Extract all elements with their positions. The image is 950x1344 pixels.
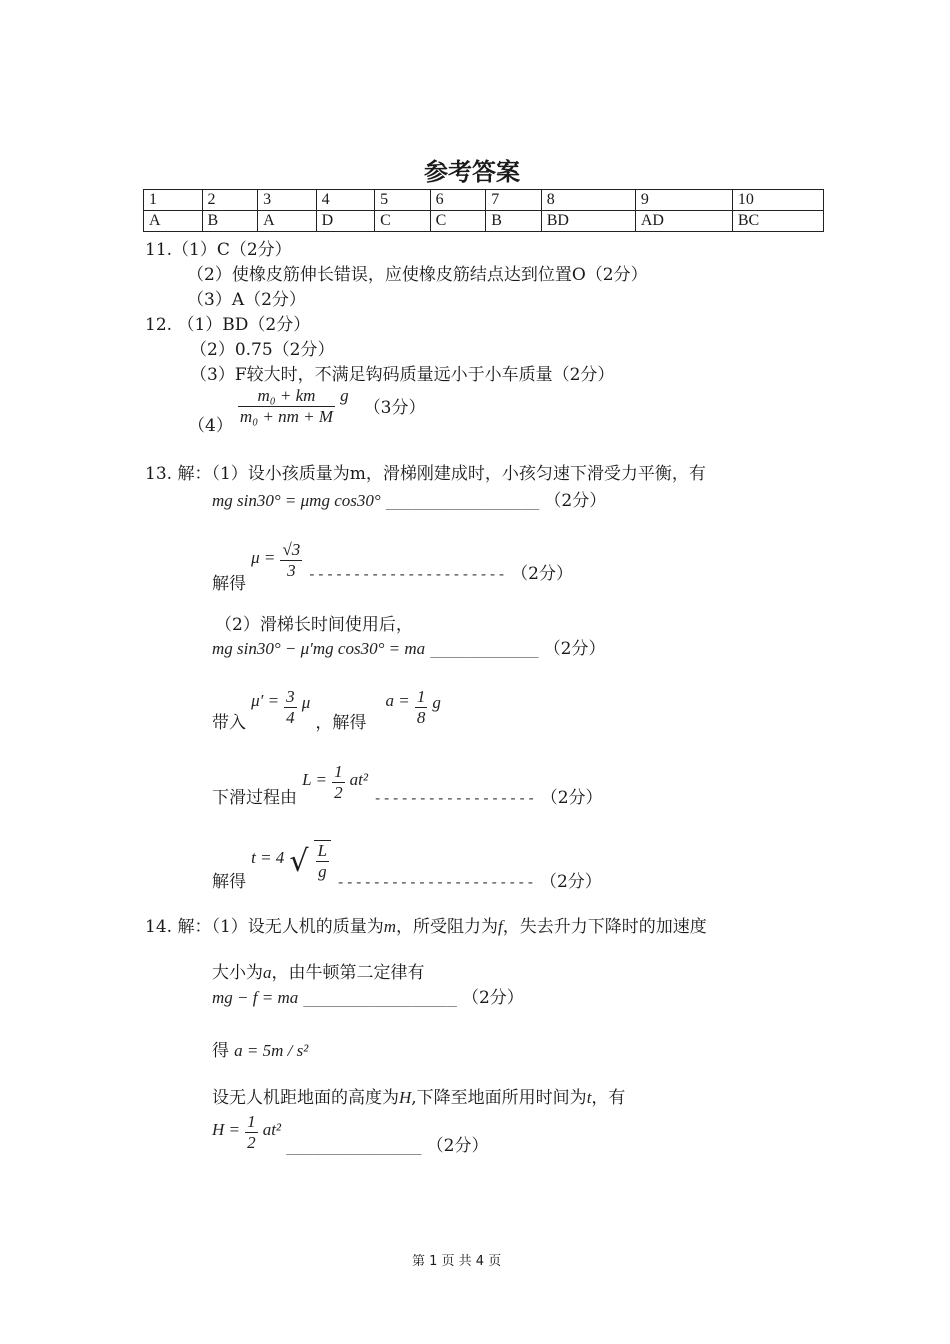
table-cell-answer: BC bbox=[732, 211, 823, 232]
q13-slide-num: 1 bbox=[334, 762, 343, 781]
q14-l1b: ，所受阻力为 bbox=[396, 917, 499, 937]
q14-l2a: 大小为 bbox=[212, 963, 263, 983]
q14-res-formula: a = 5m / s² bbox=[234, 1041, 309, 1060]
table-cell-number: 9 bbox=[635, 190, 732, 211]
q13-t-score: （2分） bbox=[539, 872, 602, 892]
q13-sub2-lhs: a = bbox=[385, 691, 410, 710]
q14-height-eq bbox=[212, 1112, 489, 1156]
q13-sub-lhs: μ′ = bbox=[251, 691, 280, 710]
q14-l1-m: m bbox=[383, 917, 397, 936]
q12-line-1: 12. （1）BD（2分） bbox=[145, 315, 311, 335]
q14-result bbox=[212, 1040, 308, 1062]
q11-line-3: （3）A（2分） bbox=[187, 290, 306, 310]
q14-eq1-dash: _________________ bbox=[303, 989, 457, 1007]
q13-sol1 bbox=[212, 540, 573, 594]
q13-eq1-score: （2分） bbox=[544, 491, 607, 511]
table-cell-answer: C bbox=[375, 211, 431, 232]
table-cell-number: 7 bbox=[486, 190, 542, 211]
table-cell-answer: B bbox=[202, 211, 258, 232]
q14-h-line-c: ，有 bbox=[591, 1088, 626, 1108]
q13-t-num: L bbox=[317, 840, 328, 860]
q14-l2-a: a bbox=[263, 963, 272, 982]
q13-slide-dash: ------------------ bbox=[373, 789, 536, 807]
table-cell-answer: C bbox=[430, 211, 486, 232]
sqrt-icon: √ bbox=[289, 844, 309, 879]
q13-line-1: 13. 解：（1）设小孩质量为m，滑梯刚建成时，小孩匀速下滑受力平衡，有 bbox=[145, 464, 706, 484]
table-cell-number: 3 bbox=[258, 190, 317, 211]
answer-table bbox=[143, 189, 824, 232]
q14-line-1 bbox=[145, 916, 707, 938]
q13-eq1-formula: mg sin30° = μmg cos30° bbox=[212, 491, 381, 510]
table-cell-number: 1 bbox=[144, 190, 203, 211]
q13-eq1-dash: _________________ bbox=[385, 492, 540, 510]
q12-g: g bbox=[340, 386, 349, 405]
q13-t-frac bbox=[314, 840, 331, 882]
q13-t-prefix: 解得 bbox=[212, 872, 246, 892]
q13-sub-num: 3 bbox=[286, 687, 295, 706]
q13-t-dash: ---------------------- bbox=[336, 873, 535, 891]
q13-slide-prefix: 下滑过程由 bbox=[212, 788, 297, 808]
q13-slide-frac bbox=[332, 762, 345, 803]
q13-t-result bbox=[212, 838, 602, 892]
q14-l2b: ，由牛顿第二定律有 bbox=[271, 963, 425, 983]
q13-slide-score: （2分） bbox=[540, 788, 603, 808]
q13-eq1 bbox=[212, 490, 606, 512]
table-cell-number: 4 bbox=[316, 190, 375, 211]
table-cell-number: 10 bbox=[732, 190, 823, 211]
q14-h-score: （2分） bbox=[426, 1136, 489, 1156]
q13-slide bbox=[212, 762, 603, 808]
table-cell-answer: A bbox=[144, 211, 203, 232]
q13-slide-rhs: at² bbox=[349, 770, 368, 789]
q13-sub2-den: 8 bbox=[416, 708, 426, 727]
q14-eq1 bbox=[212, 987, 524, 1009]
q12-fraction bbox=[238, 386, 335, 427]
table-cell-answer: BD bbox=[541, 211, 635, 232]
q13-eq2-score: （2分） bbox=[543, 639, 606, 659]
q14-h-H: H bbox=[399, 1088, 412, 1107]
q14-h-den: 2 bbox=[247, 1133, 256, 1152]
page-footer: 第 1 页 共 4 页 bbox=[412, 1254, 502, 1269]
table-cell-number: 6 bbox=[430, 190, 486, 211]
q14-l1c: ，失去升力下降时的加速度 bbox=[502, 917, 707, 937]
q13-sub2-frac bbox=[415, 687, 428, 728]
q11-line-2: （2）使橡皮筋伸长错误，应使橡皮筋结点达到位置O（2分） bbox=[187, 265, 648, 285]
table-cell-answer: AD bbox=[635, 211, 732, 232]
q14-h-frac bbox=[245, 1112, 258, 1153]
q12-frac-den: m₀ + nm + M bbox=[239, 407, 333, 426]
q13-sub2-num: 1 bbox=[416, 687, 426, 706]
q13-eq2 bbox=[212, 638, 606, 660]
q13-part2: （2）滑梯长时间使用后， bbox=[215, 615, 413, 635]
table-cell-answer: D bbox=[316, 211, 375, 232]
table-cell-answer: A bbox=[258, 211, 317, 232]
q14-height-line bbox=[212, 1087, 625, 1109]
q14-l1-f: f bbox=[498, 917, 503, 936]
table-cell-answer: B bbox=[486, 211, 542, 232]
q13-sol1-dash: ---------------------- bbox=[307, 565, 507, 583]
q13-eq2-formula: mg sin30° − μ′mg cos30° = ma bbox=[212, 639, 426, 658]
q13-eq2-dash: ____________ bbox=[430, 640, 539, 658]
q13-sol1-den: 3 bbox=[287, 561, 296, 580]
q13-sub2-g: g bbox=[432, 693, 441, 712]
q13-sub-den: 4 bbox=[286, 708, 295, 727]
q14-h-line-a: 设无人机距地面的高度为 bbox=[212, 1088, 399, 1108]
q14-l1a: 14. 解：（1）设无人机的质量为 bbox=[145, 917, 384, 937]
table-row bbox=[144, 190, 824, 211]
q14-eq1-score: （2分） bbox=[461, 988, 524, 1008]
q14-res-prefix: 得 bbox=[212, 1041, 229, 1061]
q12-line-3: （3）F较大时，不满足钩码质量远小于小车质量（2分） bbox=[190, 365, 615, 385]
q13-sub-mid: ，解得 bbox=[315, 713, 367, 733]
q13-sol1-prefix: 解得 bbox=[212, 574, 246, 594]
q14-h-line-b: ,下降至地面所用时间为 bbox=[411, 1088, 587, 1108]
q12-line-4 bbox=[188, 386, 426, 436]
q13-t-den: g bbox=[318, 861, 327, 881]
page-title: 参考答案 bbox=[424, 158, 520, 186]
q12-l4-score: （3分） bbox=[363, 398, 426, 418]
q13-t-lhs: t = 4 bbox=[251, 848, 285, 867]
q14-h-num: 1 bbox=[247, 1112, 256, 1131]
q13-sub-mu: μ bbox=[301, 693, 311, 712]
table-cell-number: 8 bbox=[541, 190, 635, 211]
q12-l4-prefix: （4） bbox=[188, 416, 233, 436]
table-cell-number: 5 bbox=[375, 190, 431, 211]
q14-h-rhs: at² bbox=[262, 1120, 282, 1139]
q13-substitute bbox=[212, 687, 441, 733]
q13-slide-den: 2 bbox=[334, 783, 343, 802]
q13-sol1-lhs: μ = bbox=[251, 548, 276, 567]
q12-line-2: （2）0.75（2分） bbox=[190, 340, 335, 360]
q14-h-dash: _______________ bbox=[286, 1137, 422, 1155]
q13-slide-lhs: L = bbox=[302, 770, 327, 789]
q14-eq1-formula: mg − f = ma bbox=[212, 988, 299, 1007]
q12-frac-num: m₀ + km bbox=[238, 386, 335, 407]
q13-sol1-frac bbox=[280, 540, 302, 581]
q13-sol1-num: √3 bbox=[282, 540, 301, 559]
q14-h-lhs: H = bbox=[212, 1120, 240, 1139]
q13-sol1-score: （2分） bbox=[511, 564, 573, 584]
q13-sub-prefix: 带入 bbox=[212, 713, 246, 733]
q14-line-2 bbox=[212, 962, 425, 984]
table-row bbox=[144, 211, 824, 232]
q14-h-t: t bbox=[586, 1088, 592, 1107]
q13-sub-frac bbox=[284, 687, 297, 728]
q11-line-1: 11.（1）C（2分） bbox=[145, 240, 292, 260]
table-cell-number: 2 bbox=[202, 190, 258, 211]
